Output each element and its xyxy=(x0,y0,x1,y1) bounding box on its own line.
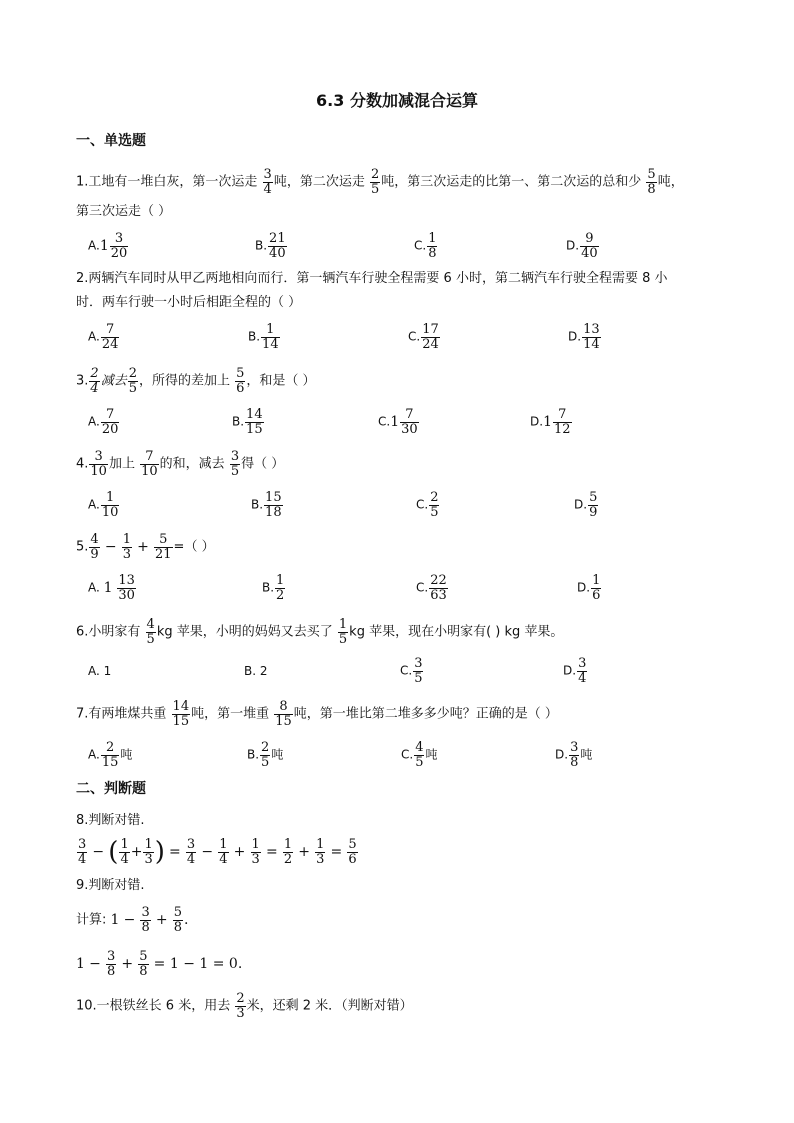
option-b[interactable]: B. $\frac{1}{2}$ xyxy=(262,573,285,603)
question-1-line-2: 第三次运走（ ） xyxy=(76,204,172,219)
fraction xyxy=(186,838,196,866)
numerator: 9 xyxy=(580,232,599,247)
fraction xyxy=(140,450,159,478)
denominator: 40 xyxy=(581,245,598,261)
numerator: 5 xyxy=(173,905,183,920)
numerator: 3 xyxy=(414,656,423,671)
fraction xyxy=(414,741,424,769)
option-b[interactable]: B. $\frac{21}{40}$ xyxy=(255,231,286,261)
fraction xyxy=(101,323,120,351)
fraction xyxy=(77,838,87,866)
denominator: 4 xyxy=(78,851,87,867)
fraction xyxy=(283,838,293,866)
numerator: 1 xyxy=(316,837,325,852)
denominator: 5 xyxy=(128,380,137,396)
option-a[interactable]: A. 1 xyxy=(88,664,112,678)
denominator: 63 xyxy=(430,587,447,603)
option-a[interactable]: A. $\frac{2}{15}$ 吨 xyxy=(88,740,133,770)
denominator: 5 xyxy=(338,631,348,647)
fraction xyxy=(146,618,156,646)
denominator: 8 xyxy=(141,919,150,935)
denominator: 18 xyxy=(265,504,282,520)
option-b[interactable]: B. $\frac{15}{18}$ xyxy=(251,490,282,520)
denominator: 24 xyxy=(101,336,119,352)
numerator: 14 xyxy=(246,407,263,422)
fraction xyxy=(569,741,579,769)
denominator: 40 xyxy=(269,245,286,261)
fraction xyxy=(173,906,183,934)
numerator: 5 xyxy=(348,837,357,852)
fraction xyxy=(421,323,440,351)
denominator: 5 xyxy=(261,754,270,770)
fraction xyxy=(553,408,572,436)
numerator: 5 xyxy=(139,949,148,964)
denominator: 30 xyxy=(118,587,135,603)
fraction xyxy=(235,367,245,395)
fraction xyxy=(128,367,138,395)
fraction xyxy=(138,950,148,978)
fraction xyxy=(260,741,270,769)
question-8-equation: $\frac{3}{4}$ − ( $\frac{1}{4}$ + $\frac{1}{3}$ ) = $\frac{3}{4}$ − $\frac{1}{4}$ + $\frac{1}{3}$ = $\frac{1}{2}$ + $\frac{1}{3}$ = $\frac{5}{6}$ xyxy=(78,837,357,868)
fraction xyxy=(101,491,120,519)
question-3: 3. $\frac{2}{4}$ 减去 $\frac{2}{5}$ ，所得的差加上 $\frac{5}{6}$ ，和是（ ） xyxy=(76,366,316,396)
denominator: 3 xyxy=(236,1005,245,1021)
denominator: 15 xyxy=(172,713,190,729)
numerator: 21 xyxy=(269,231,286,246)
fraction xyxy=(591,574,601,602)
fraction xyxy=(582,323,601,351)
option-d[interactable]: D. $\frac{13}{14}$ xyxy=(568,322,600,352)
fraction xyxy=(122,533,132,561)
fraction xyxy=(154,533,173,561)
denominator: 6 xyxy=(348,851,357,867)
option-c[interactable]: C. $\frac{4}{5}$ 吨 xyxy=(401,740,438,770)
numerator: 1 xyxy=(283,837,293,852)
fraction xyxy=(429,491,439,519)
fraction xyxy=(172,700,191,728)
option-c[interactable]: C. $\frac{1}{8}$ xyxy=(414,231,437,261)
denominator: 6 xyxy=(592,587,601,603)
denominator: 10 xyxy=(101,504,119,520)
denominator: 10 xyxy=(90,463,107,479)
denominator: 2 xyxy=(283,851,293,867)
fraction xyxy=(274,700,293,728)
numerator: 14 xyxy=(172,699,190,714)
option-d[interactable]: D.1 $\frac{7}{12}$ xyxy=(530,407,571,437)
option-c[interactable]: C. $\frac{3}{5}$ xyxy=(400,656,423,686)
fraction xyxy=(140,906,150,934)
denominator: 8 xyxy=(173,919,183,935)
denominator: 5 xyxy=(146,631,155,647)
numerator: 3 xyxy=(106,949,116,964)
numerator: 5 xyxy=(154,533,173,548)
denominator: 8 xyxy=(139,963,148,979)
question-9-work: 1 − $\frac{3}{8}$ + $\frac{5}{8}$ = 1 − 1 = 0. xyxy=(76,949,243,979)
numerator: 1 xyxy=(144,837,153,852)
numerator: 7 xyxy=(101,408,120,423)
denominator: 4 xyxy=(219,851,228,867)
fraction xyxy=(89,533,99,561)
fraction xyxy=(143,838,153,866)
denominator: 3 xyxy=(251,851,260,867)
option-a[interactable]: A.1 $\frac{3}{20}$ xyxy=(88,231,128,261)
denominator: 4 xyxy=(186,851,196,867)
question-6: 6.小明家有 $\frac{4}{5}$ kg 苹果，小明的妈妈又去买了 $\frac{1}{5}$ kg 苹果，现在小明家有( ) kg 苹果。 xyxy=(76,617,564,647)
denominator: 5 xyxy=(414,670,423,686)
denominator: 8 xyxy=(428,245,437,261)
denominator: 5 xyxy=(230,463,240,479)
numerator: 3 xyxy=(263,167,272,182)
denominator: 3 xyxy=(122,546,131,562)
denominator: 8 xyxy=(106,963,116,979)
fraction xyxy=(577,657,587,685)
denominator: 2 xyxy=(276,587,285,603)
denominator: 20 xyxy=(110,245,128,261)
option-d[interactable]: D. $\frac{3}{8}$ 吨 xyxy=(555,740,593,770)
option-d[interactable]: D. $\frac{9}{40}$ xyxy=(566,231,598,261)
fraction xyxy=(106,950,116,978)
option-a[interactable]: A. $\frac{1}{10}$ xyxy=(88,490,119,520)
numerator: 3 xyxy=(570,740,579,755)
numerator: 2 xyxy=(101,741,120,756)
option-d[interactable]: D. $\frac{3}{4}$ xyxy=(563,656,587,686)
numerator: 1 xyxy=(219,837,228,852)
numerator: 1 xyxy=(261,323,280,338)
numerator: 1 xyxy=(338,617,348,632)
numerator: 5 xyxy=(236,366,245,381)
numerator: 13 xyxy=(583,322,600,337)
fraction xyxy=(235,992,245,1020)
fraction xyxy=(646,168,656,196)
numerator: 4 xyxy=(146,617,155,632)
option-a[interactable]: A. $\frac{7}{20}$ xyxy=(88,407,119,437)
denominator: 3 xyxy=(144,851,153,867)
fraction xyxy=(251,838,261,866)
fraction xyxy=(245,408,264,436)
question-9-heading: 9.判断对错. xyxy=(76,878,145,893)
option-a[interactable]: A. 1 $\frac{13}{30}$ xyxy=(88,573,135,603)
denominator: 4 xyxy=(578,670,587,686)
denominator: 30 xyxy=(401,421,418,437)
option-b[interactable]: B. 2 xyxy=(244,664,268,678)
denominator: 5 xyxy=(430,504,439,520)
fraction xyxy=(110,232,129,260)
numerator: 3 xyxy=(141,905,150,920)
fraction xyxy=(413,657,423,685)
numerator: 15 xyxy=(265,490,282,505)
option-c[interactable]: C.1 $\frac{7}{30}$ xyxy=(378,407,418,437)
fraction xyxy=(429,574,448,602)
fraction xyxy=(580,232,599,260)
numerator: 2 xyxy=(236,991,245,1006)
denominator: 5 xyxy=(370,181,380,197)
denominator: 8 xyxy=(570,754,579,770)
denominator: 3 xyxy=(316,851,325,867)
fraction xyxy=(427,232,437,260)
denominator: 15 xyxy=(246,421,263,437)
option-b[interactable]: B. $\frac{2}{5}$ 吨 xyxy=(247,740,284,770)
numerator: 2 xyxy=(90,366,99,381)
fraction xyxy=(117,574,136,602)
denominator: 21 xyxy=(155,546,172,562)
denominator: 9 xyxy=(90,546,99,562)
numerator: 2 xyxy=(128,366,137,381)
denominator: 20 xyxy=(101,421,119,437)
numerator: 3 xyxy=(230,449,240,464)
numerator: 7 xyxy=(101,323,120,338)
question-10: 10.一根铁丝长 6 米，用去 $\frac{2}{3}$ 米，还剩 2 米．（判断对错） xyxy=(76,991,413,1021)
option-c[interactable]: C. $\frac{2}{5}$ xyxy=(416,490,439,520)
numerator: 7 xyxy=(140,450,159,465)
numerator: 1 xyxy=(592,573,601,588)
fraction xyxy=(101,408,120,436)
numerator: 1 xyxy=(428,231,437,246)
numerator: 4 xyxy=(415,740,424,755)
numerator: 3 xyxy=(89,450,108,465)
question-9-calc: 计算: 1 − $\frac{3}{8}$ + $\frac{5}{8}$ . xyxy=(76,905,189,935)
numerator: 4 xyxy=(90,532,99,547)
fraction xyxy=(400,408,419,436)
numerator: 3 xyxy=(578,656,587,671)
denominator: 5 xyxy=(415,754,424,770)
fraction xyxy=(261,323,280,351)
denominator: 9 xyxy=(589,504,598,520)
fraction xyxy=(264,491,283,519)
fraction xyxy=(119,838,129,866)
fraction xyxy=(89,367,99,395)
fraction xyxy=(347,838,357,866)
numerator: 22 xyxy=(430,573,447,588)
fraction xyxy=(89,450,108,478)
option-c[interactable]: C. $\frac{17}{24}$ xyxy=(408,322,439,352)
denominator: 12 xyxy=(553,421,571,437)
numerator: 17 xyxy=(422,322,439,337)
fraction xyxy=(218,838,228,866)
fraction xyxy=(101,741,120,769)
numerator: 5 xyxy=(647,167,656,182)
numerator: 1 xyxy=(101,491,120,506)
option-d[interactable]: D. $\frac{1}{6}$ xyxy=(577,573,601,603)
question-2-line-2: 时．两车行驶一小时后相距全程的（ ） xyxy=(76,295,302,310)
denominator: 15 xyxy=(275,713,292,729)
denominator: 14 xyxy=(262,336,279,352)
denominator: 6 xyxy=(236,380,245,396)
denominator: 8 xyxy=(647,181,656,197)
fraction xyxy=(275,574,285,602)
option-a[interactable]: A. $\frac{7}{24}$ xyxy=(88,322,119,352)
numerator: 5 xyxy=(589,490,598,505)
question-1-line-1: 1.工地有一堆白灰，第一次运走 $\frac{3}{4}$ 吨，第二次运走 $\frac{2}{5}$ 吨，第三次运走的比第一、第二次运的总和少 $\frac{5}{8}$ 吨， xyxy=(76,167,684,197)
question-4: 4. $\frac{3}{10}$ 加上 $\frac{7}{10}$ 的和，减去 $\frac{3}{5}$ 得（ ） xyxy=(76,449,285,479)
numerator: 1 xyxy=(251,837,260,852)
denominator: 4 xyxy=(120,851,129,867)
question-7: 7.有两堆煤共重 $\frac{14}{15}$ 吨，第一堆重 $\frac{8}{15}$ 吨，第一堆比第二堆多多少吨？正确的是（ ） xyxy=(76,699,558,729)
option-b[interactable]: B. $\frac{14}{15}$ xyxy=(232,407,263,437)
fraction xyxy=(588,491,598,519)
numerator: 8 xyxy=(274,700,293,715)
section-heading-single-choice: 一、单选题 xyxy=(76,133,146,149)
fraction xyxy=(268,232,287,260)
numerator: 1 xyxy=(122,532,131,547)
fraction xyxy=(263,168,273,196)
denominator: 4 xyxy=(90,380,99,396)
numerator: 2 xyxy=(430,490,439,505)
question-8-heading: 8.判断对错. xyxy=(76,813,145,828)
numerator: 2 xyxy=(370,167,380,182)
option-c[interactable]: C. $\frac{22}{63}$ xyxy=(416,573,447,603)
denominator: 24 xyxy=(422,336,439,352)
fraction xyxy=(338,618,348,646)
numerator: 1 xyxy=(120,837,129,852)
question-5: 5. $\frac{4}{9}$ − $\frac{1}{3}$ + $\frac{5}{21}$ =（ ） xyxy=(76,532,215,562)
option-d[interactable]: D. $\frac{5}{9}$ xyxy=(574,490,598,520)
section-heading-true-false: 二、判断题 xyxy=(76,781,146,797)
numerator: 3 xyxy=(186,837,196,852)
denominator: 4 xyxy=(263,181,272,197)
denominator: 14 xyxy=(583,336,600,352)
denominator: 10 xyxy=(141,463,158,479)
fraction xyxy=(370,168,380,196)
denominator: 15 xyxy=(101,754,119,770)
numerator: 7 xyxy=(400,408,419,423)
numerator: 3 xyxy=(78,837,87,852)
page-title: 6.3 分数加减混合运算 xyxy=(316,91,478,110)
fraction xyxy=(230,450,240,478)
numerator: 3 xyxy=(110,232,129,247)
numerator: 7 xyxy=(553,408,572,423)
option-b[interactable]: B. $\frac{1}{14}$ xyxy=(248,322,279,352)
numerator: 13 xyxy=(118,573,135,588)
numerator: 2 xyxy=(261,740,270,755)
question-2-line-1: 2.两辆汽车同时从甲乙两地相向而行．第一辆汽车行驶全程需要 6 小时，第二辆汽车行驶全程需要 8 小 xyxy=(76,271,668,286)
fraction xyxy=(315,838,325,866)
numerator: 1 xyxy=(276,573,285,588)
